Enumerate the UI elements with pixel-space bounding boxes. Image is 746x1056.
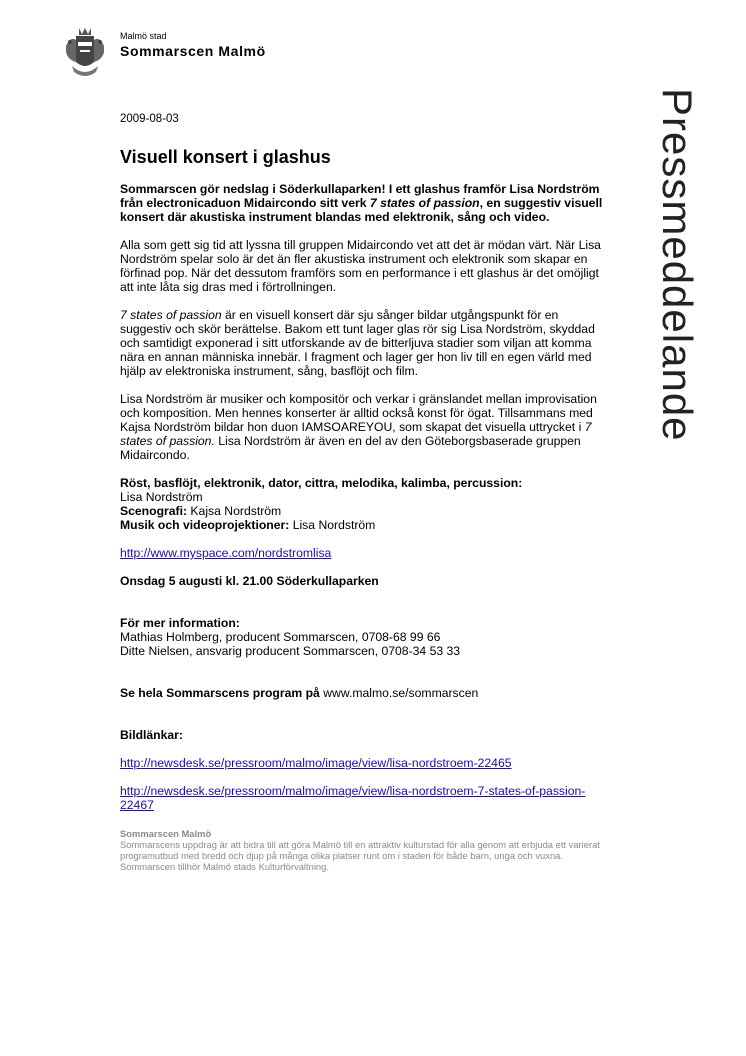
image-link-1-paragraph <box>120 756 610 770</box>
image-link-2-paragraph <box>120 784 610 812</box>
lead-text-1: Sommarscen gör nedslag i Söderkullaparken! I ett glashus framför Lisa Nordström från electronicaduon Midaircondo sitt verk <box>120 182 600 210</box>
credit-role-1: Röst, basflöjt, elektronik, dator, cittra, melodika, kalimba, percussion: <box>120 476 523 490</box>
para3-work-title: 7 states of passion. <box>120 420 592 448</box>
para2-work-title: 7 states of passion <box>120 308 222 322</box>
press-release-body <box>120 112 610 872</box>
event-info: Onsdag 5 augusti kl. 21.00 Söderkullaparken <box>120 574 379 588</box>
credit-role-2: Scenografi: <box>120 504 188 518</box>
more-info-heading: För mer information: <box>120 616 240 630</box>
credits <box>120 476 610 532</box>
more-info <box>120 616 610 658</box>
image-link-2[interactable]: http://newsdesk.se/pressroom/malmo/image/view/lisa-nordstroem-7-states-of-passion-22467 <box>120 784 586 812</box>
credit-role-3: Musik och videoprojektioner: <box>120 518 290 532</box>
myspace-link[interactable]: http://www.myspace.com/nordstromlisa <box>120 546 332 560</box>
credit-name-3: Lisa Nordström <box>289 518 376 532</box>
page-title: Visuell konsert i glashus <box>120 147 331 167</box>
org-name: Sommarscen Malmö <box>120 43 266 59</box>
program-info <box>120 686 610 700</box>
footer-text: Sommarscens uppdrag är att bidra till att göra Malmö till en attraktiv kulturstad för alla genom att erbjuda ett varierat programutbud med bredd och djup på många olika platser runt om i staden för både barn, unga och vuxna. Sommarscen tillhör Malmö stads Kulturförvaltning. <box>120 839 600 872</box>
program-label: Se hela Sommarscens program på <box>120 686 320 700</box>
paragraph-2 <box>120 308 610 378</box>
credit-name-1: Lisa Nordström <box>120 490 203 504</box>
footer-title: Sommarscen Malmö <box>120 828 212 839</box>
lead-work-title: 7 states of passion <box>369 196 480 210</box>
image-link-1[interactable]: http://newsdesk.se/pressroom/malmo/image/view/lisa-nordstroem-22465 <box>120 756 512 770</box>
side-title: Pressmeddelande <box>654 88 701 442</box>
para3-text-1: Lisa Nordström är musiker och kompositör och verkar i gränslandet mellan improvisation och komposition. Men hennes konserter är alltid också konst för ögat. Tillsammans med Kajsa Nordström bildar hon duon IAMSOAREYOU, som skapat det visuella uttrycket i <box>120 392 597 434</box>
lead-paragraph <box>120 182 610 224</box>
org-small-name: Malmö stad <box>120 31 167 41</box>
release-date: 2009-08-03 <box>120 113 179 125</box>
myspace-paragraph <box>120 546 610 560</box>
malmo-coat-of-arms-logo <box>62 22 108 80</box>
image-links-heading: Bildlänkar: <box>120 728 183 742</box>
credit-name-2: Kajsa Nordström <box>187 504 282 518</box>
program-url: www.malmo.se/sommarscen <box>319 686 479 700</box>
para3-text-2: Lisa Nordström är även en del av den Göteborgsbaserade gruppen Midaircondo. <box>120 434 581 462</box>
lead-text-2: , en suggestiv visuell konsert där akustiska instrument blandas med elektronik, sång och video. <box>120 196 603 224</box>
footer <box>120 828 610 872</box>
para2-text: är en visuell konsert där sju sånger bildar utgångspunkt för en suggestiv och skör berättelse. Bakom ett tunt lager glas rör sig Lisa Nordström, skyddad och samtidigt exponerad i sitt utforskande av de bitterljuva stadier som viljan att komma nära en annan människa innebär. I fragment och lager ger hon liv till en egen värld med hjälp av elektroniska instrument, sång, basflöjt och film. <box>120 308 595 378</box>
paragraph-1: Alla som gett sig tid att lyssna till gruppen Midaircondo vet att det är mödan värt. När Lisa Nordström spelar solo är det än fler akustiska instrument och elektronik som skapar en förfinad pop. När det dessutom framförs som en performance i ett glashus är det omöjligt att inte låta sig dras med i förtrollningen. <box>120 238 601 294</box>
contact-1: Mathias Holmberg, producent Sommarscen, 0708-68 99 66 <box>120 630 441 644</box>
contact-2: Ditte Nielsen, ansvarig producent Sommarscen, 0708-34 53 33 <box>120 644 461 658</box>
paragraph-3 <box>120 392 610 462</box>
